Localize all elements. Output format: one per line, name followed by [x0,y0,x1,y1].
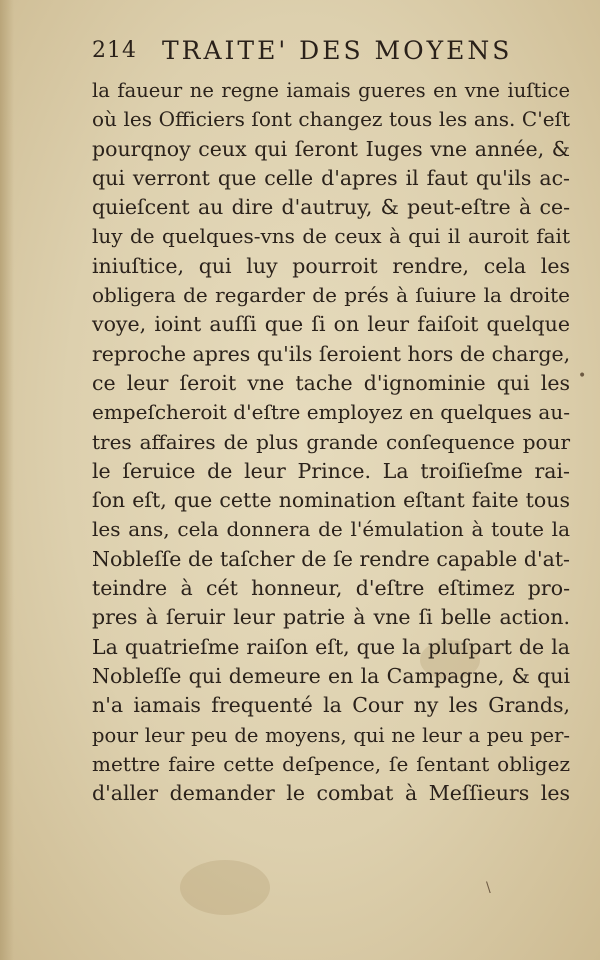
text-line: luy de quelques-vns de ceux à qui il auroit fait [92,224,570,249]
text-line: les ans, cela donnera de l'émulation à toute la [92,517,570,542]
text-line: ce leur ſeroit vne tache d'ignominie qui les [92,370,570,395]
text-line: mettre faire cette deſpence, ſe ſentant obligez [92,751,570,776]
text-line: reproche apres qu'ils ſeroient hors de charge, [92,341,571,366]
paper-stain [180,860,270,915]
text-line: pourqnoy ceux qui ſeront Iuges vne année, & [92,136,570,161]
text-line: voye, ioint auſſi que ſi on leur faiſoit quelque [92,312,570,337]
running-head [92,36,562,70]
text-line: obligera de regarder de prés à ſuiure la droite [92,283,570,308]
text-line: pres à ſeruir leur patrie à vne ſi belle action. [92,605,570,630]
body-text [92,76,570,808]
text-line: quieſcent au dire d'autruy, & peut-eſtre à ce- [92,195,570,220]
margin-mark: \ [486,880,491,896]
text-line: iniuſtice, qui luy pourroit rendre, cela les [92,253,570,278]
text-line: ſon eſt, que cette nomination eſtant faite tous [92,488,570,513]
text-line: Nobleſſe qui demeure en la Campagne, & qui [92,663,570,688]
page-number: 214 [92,38,137,63]
text-line: pour leur peu de moyens, qui ne leur a peu per- [92,723,570,747]
page-gutter-shadow [0,0,14,960]
text-line: qui verront que celle d'apres il faut qu'ils ac- [92,165,570,190]
running-head-title: TRAITE' DES MOYENS [162,36,513,65]
text-line: tres affaires de plus grande conſequence pour [92,429,570,454]
margin-mark: • [578,368,587,384]
text-line: où les Officiers ſont changez tous les ans. C'eſt [92,107,570,132]
text-line: teindre à cét honneur, d'eſtre eſtimez pro- [92,576,570,601]
text-line: le ſeruice de leur Prince. La troiſieſme rai- [92,458,570,483]
text-line: la faueur ne regne iamais gueres en vne iuſtice [92,79,570,102]
text-line: Nobleſſe de taſcher de ſe rendre capable d'at- [92,546,570,571]
text-line: La quatrieſme raiſon eſt, que la pluſpart de la [92,634,570,659]
text-line: n'a iamais frequenté la Cour ny les Grands, [92,693,570,718]
text-line: d'aller demander le combat à Meſſieurs les [92,781,570,806]
text-line: empeſcheroit d'eſtre employez en quelques au- [92,400,570,425]
